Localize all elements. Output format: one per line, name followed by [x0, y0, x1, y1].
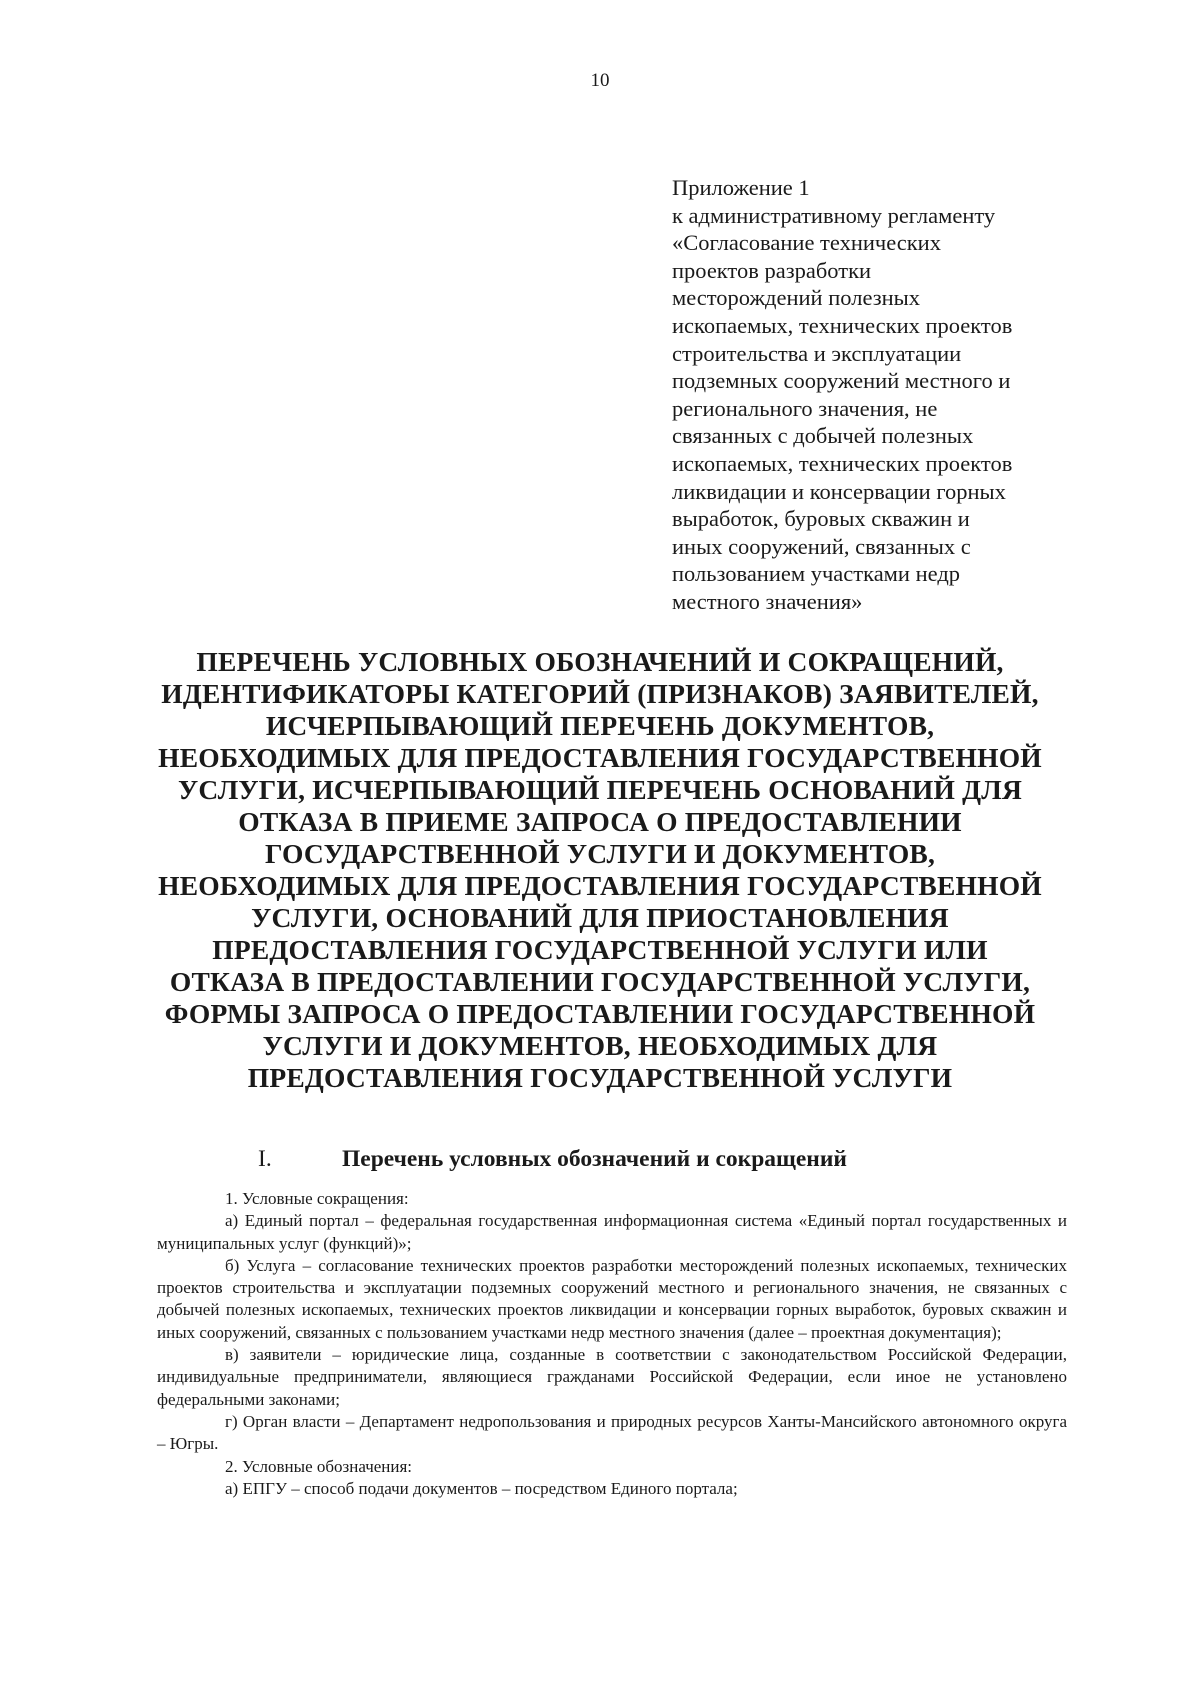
paragraph: 1. Условные сокращения:: [225, 1189, 409, 1208]
title-line: УСЛУГИ, ОСНОВАНИЙ ДЛЯ ПРИОСТАНОВЛЕНИЯ: [251, 902, 949, 933]
appendix-line: выработок, буровых скважин и: [672, 506, 970, 532]
appendix-line: к административному регламенту: [672, 202, 996, 228]
paragraph: а) ЕПГУ – способ подачи документов – посредством Единого портала;: [225, 1478, 738, 1498]
body-text: [157, 1188, 1067, 1500]
title-line: ОТКАЗА В ПРИЕМЕ ЗАПРОСА О ПРЕДОСТАВЛЕНИИ: [238, 806, 962, 837]
section-heading: [0, 1146, 1200, 1178]
page-number: 10: [590, 70, 610, 91]
appendix-line: месторождений полезных: [672, 285, 921, 311]
appendix-block: [672, 174, 1072, 616]
section-heading-text: Перечень условных обозначений и сокращений: [342, 1146, 847, 1172]
paragraph: в) заявители – юридические лица, созданные в соответствии с законодательством Российской Федерации, индивидуальные предприниматели, являющиеся гражданами Российской Федерации, если иное не установлено федеральными законами;: [157, 1345, 1067, 1409]
appendix-line: пользованием участками недр: [672, 561, 961, 587]
title-line: УСЛУГИ, ИСЧЕРПЫВАЮЩИЙ ПЕРЕЧЕНЬ ОСНОВАНИЙ ДЛЯ: [177, 774, 1023, 805]
appendix-line: связанных с добычей полезных: [672, 423, 974, 449]
title-line: ПЕРЕЧЕНЬ УСЛОВНЫХ ОБОЗНАЧЕНИЙ И СОКРАЩЕНИЙ,: [196, 646, 1004, 677]
appendix-line: местного значения»: [672, 588, 863, 614]
document-title: [120, 646, 1080, 1094]
appendix-line: регионального значения, не: [672, 395, 938, 421]
title-line: ИДЕНТИФИКАТОРЫ КАТЕГОРИЙ (ПРИЗНАКОВ) ЗАЯВИТЕЛЕЙ,: [161, 678, 1039, 709]
appendix-line: проектов разработки: [672, 257, 872, 283]
title-line: ПРЕДОСТАВЛЕНИЯ ГОСУДАРСТВЕННОЙ УСЛУГИ: [247, 1062, 953, 1093]
appendix-line: иных сооружений, связанных с: [672, 533, 971, 559]
section-number: I.: [258, 1146, 272, 1172]
title-line: ОТКАЗА В ПРЕДОСТАВЛЕНИИ ГОСУДАРСТВЕННОЙ УСЛУГИ,: [169, 966, 1031, 997]
appendix-line: строительства и эксплуатации: [672, 340, 962, 366]
paragraph: а) Единый портал – федеральная государственная информационная система «Единый портал государственных и муниципальных услуг (функций)»;: [157, 1211, 1067, 1253]
title-line: ГОСУДАРСТВЕННОЙ УСЛУГИ И ДОКУМЕНТОВ,: [264, 838, 936, 869]
title-line: НЕОБХОДИМЫХ ДЛЯ ПРЕДОСТАВЛЕНИЯ ГОСУДАРСТВЕННОЙ: [158, 870, 1042, 901]
title-line: НЕОБХОДИМЫХ ДЛЯ ПРЕДОСТАВЛЕНИЯ ГОСУДАРСТВЕННОЙ: [158, 742, 1042, 773]
appendix-line: подземных сооружений местного и: [672, 368, 1011, 394]
paragraph: г) Орган власти – Департамент недропользования и природных ресурсов Ханты-Мансийского автономного округа – Югры.: [157, 1411, 1067, 1454]
title-line: УСЛУГИ И ДОКУМЕНТОВ, НЕОБХОДИМЫХ ДЛЯ: [262, 1030, 938, 1061]
appendix-line: «Согласование технических: [672, 230, 941, 256]
appendix-line: ископаемых, технических проектов: [672, 312, 1013, 338]
appendix-line: Приложение 1: [672, 175, 810, 200]
title-line: ПРЕДОСТАВЛЕНИЯ ГОСУДАРСТВЕННОЙ УСЛУГИ ИЛИ: [212, 934, 988, 965]
paragraph: 2. Условные обозначения:: [225, 1456, 413, 1476]
appendix-line: ископаемых, технических проектов: [672, 450, 1013, 476]
title-line: ИСЧЕРПЫВАЮЩИЙ ПЕРЕЧЕНЬ ДОКУМЕНТОВ,: [265, 710, 935, 741]
appendix-line: ликвидации и консервации горных: [672, 478, 1006, 504]
paragraph: б) Услуга – согласование технических проектов разработки месторождений полезных ископаемых, технических проектов строительства и эксплуатации подземных сооружений местного и регионального значения, не связанных с добычей полезных ископаемых, технических проектов ликвидации и консервации горных выработок, буровых скважин и иных сооружений, связанных с пользованием участками недр местного значения (далее – проектная документация);: [157, 1255, 1067, 1342]
title-line: ФОРМЫ ЗАПРОСА О ПРЕДОСТАВЛЕНИИ ГОСУДАРСТВЕННОЙ: [164, 998, 1036, 1029]
